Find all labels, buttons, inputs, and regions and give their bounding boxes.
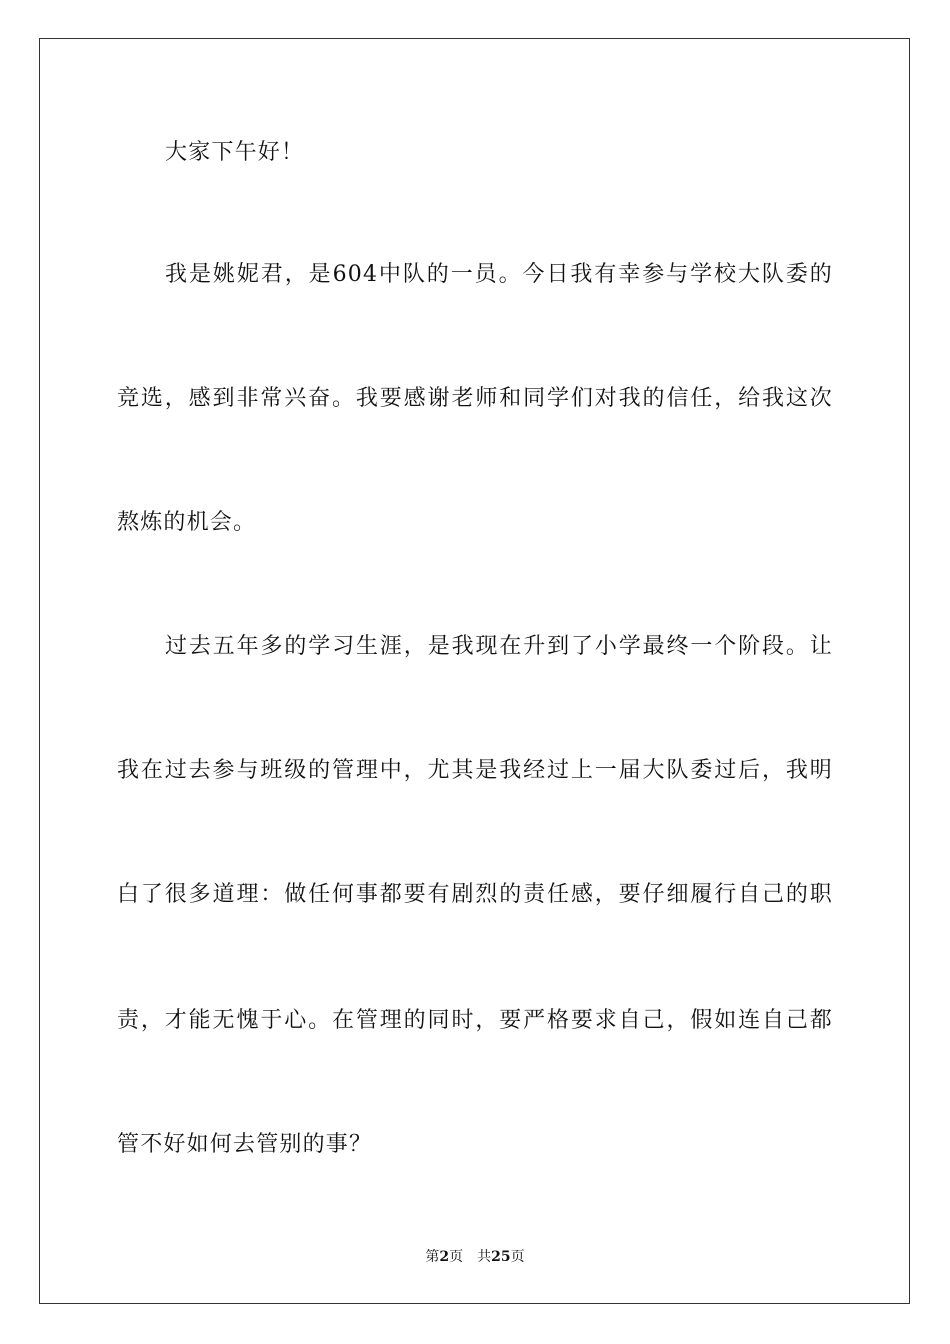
total-prefix: 共 <box>477 1249 492 1265</box>
total-pages <box>477 1249 524 1265</box>
text-line-paragraph-2-line-4: 责，才能无愧于心。在管理的同时，要严格要求自己，假如连自己都 <box>117 1008 833 1033</box>
page-suffix: 页 <box>449 1249 464 1265</box>
text-line-paragraph-1-line-3: 熬炼的机会。 <box>117 510 257 535</box>
page-number <box>425 1249 463 1265</box>
text-line-paragraph-1-line-1: 我是姚妮君，是604中队的一员。今日我有幸参与学校大队委的 <box>165 262 833 287</box>
page-border <box>39 38 910 1304</box>
text-line-paragraph-2-line-5: 管不好如何去管别的事？ <box>117 1132 373 1157</box>
total-suffix: 页 <box>510 1249 525 1265</box>
text-line-paragraph-1-line-2: 竞选，感到非常兴奋。我要感谢老师和同学们对我的信任，给我这次 <box>117 386 833 411</box>
text-line-paragraph-2-line-2: 我在过去参与班级的管理中，尤其是我经过上一届大队委过后，我明 <box>117 758 833 783</box>
text-line-paragraph-2-line-3: 白了很多道理：做任何事都要有剧烈的责任感，要仔细履行自己的职 <box>117 882 833 907</box>
text-line-greeting: 大家下午好！ <box>165 140 305 165</box>
current-page: 2 <box>439 1249 450 1265</box>
page-prefix: 第 <box>425 1249 440 1265</box>
text-line-paragraph-2-line-1: 过去五年多的学习生涯，是我现在升到了小学最终一个阶段。让 <box>165 634 833 659</box>
page-footer <box>0 1247 950 1267</box>
total-pages-count: 25 <box>491 1249 511 1265</box>
